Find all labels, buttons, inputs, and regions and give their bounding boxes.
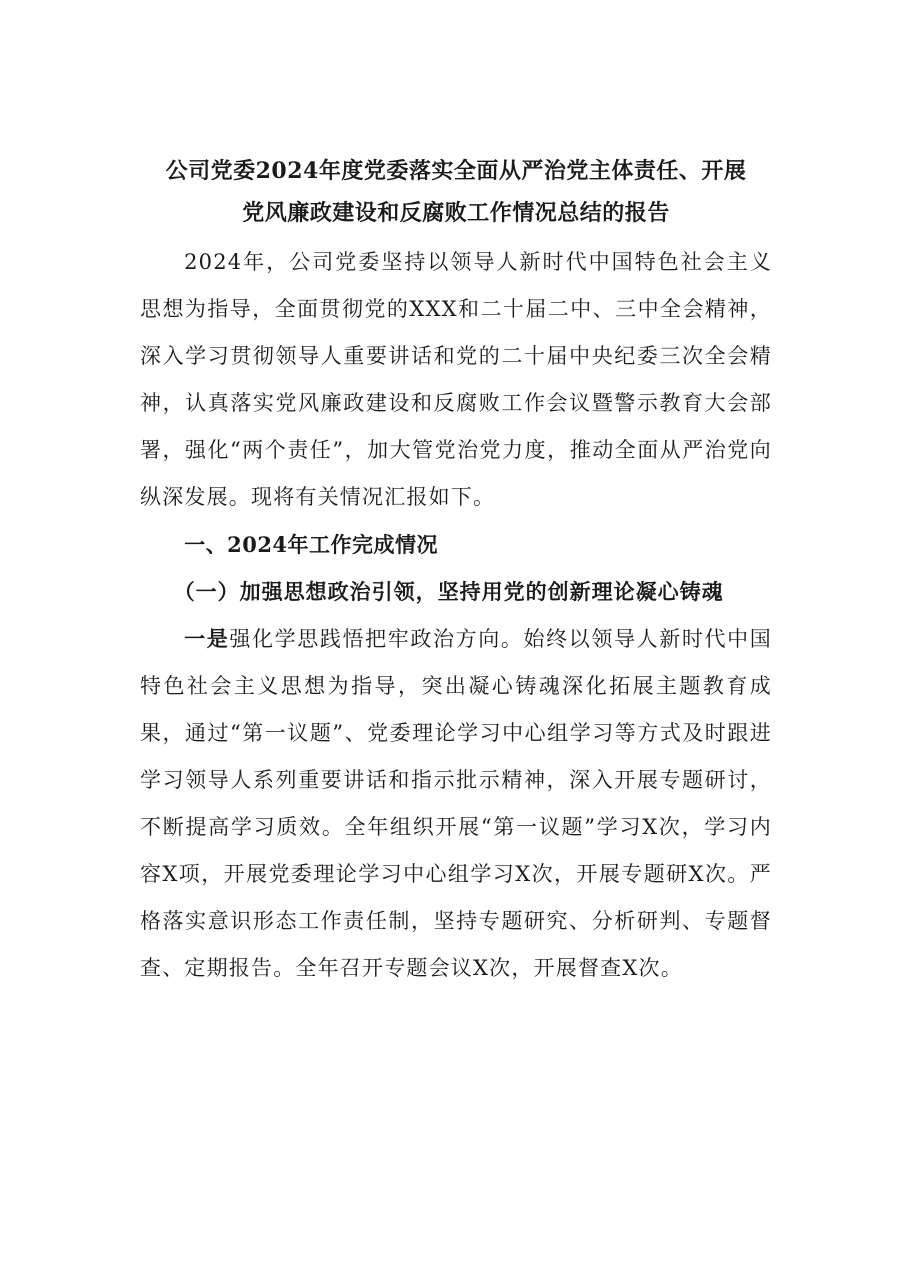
intro-paragraph: 2024年，公司党委坚持以领导人新时代中国特色社会主义思想为指导，全面贯彻党的XXX和二十届二中、三中全会精神，深入学习贯彻领导人重要讲话和党的二十届中央纪委三次全会精神，认真落实党风廉政建设和反腐败工作会议暨警示教育大会部署，强化“两个责任”，加大管党治党力度，推动全面从严治党向纵深发展。现将有关情况汇报如下。 — [140, 250, 772, 509]
subsection-1-heading: （一）加强思想政治引领，坚持用党的创新理论凝心铸魂 — [173, 579, 724, 604]
item-1-paragraph — [140, 615, 772, 992]
title-line-1: 公司党委2024年度党委落实全面从严治党主体责任、开展 — [165, 158, 747, 184]
item-1-lead: 一是 — [184, 626, 230, 651]
document-title — [140, 150, 772, 234]
item-1-text: 强化学思践悟把牢政治方向。始终以领导人新时代中国特色社会主义思想为指导，突出凝心铸魂深化拓展主题教育成果，通过“第一议题”、党委理论学习中心组学习等方式及时跟进学习领导人系列重要讲话和指示批示精神，深入开展专题研讨，不断提高学习质效。全年组织开展“第一议题”学习X次，学习内容X项，开展党委理论学习中心组学习X次，开展专题研X次。严格落实意识形态工作责任制，坚持专题研究、分析研判、专题督查、定期报告。全年召开专题会议X次，开展督查X次。 — [140, 627, 772, 980]
title-line-2: 党风廉政建设和反腐败工作情况总结的报告 — [242, 200, 670, 226]
document-page — [140, 150, 772, 992]
section-1-heading: 一、2024年工作完成情况 — [184, 532, 439, 557]
